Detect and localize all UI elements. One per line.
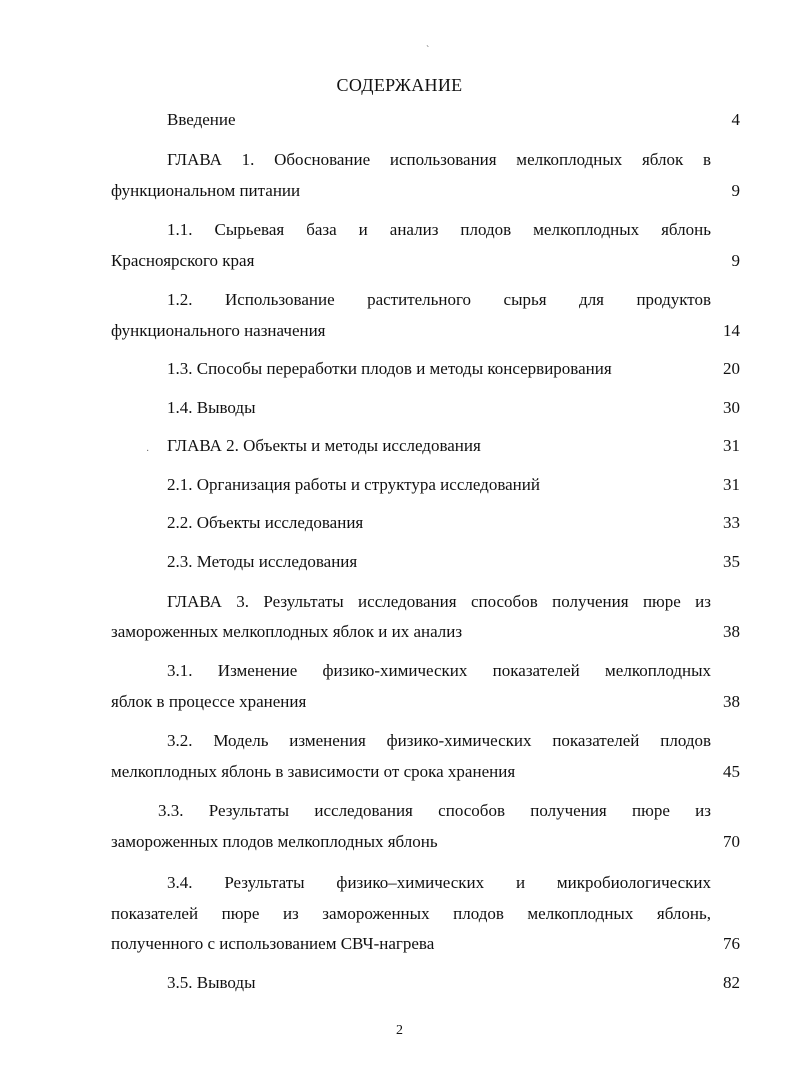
toc-entry-11-line-2: замороженных мелкоплодных яблок и их анализ: [111, 622, 463, 641]
toc-entry-10-line-1: 2.3. Методы исследования: [167, 552, 358, 571]
toc-entry-15-line-2: показателей пюре из замороженных плодов мелкоплодных яблонь,: [111, 904, 711, 923]
toc-entry-4-line-1: 1.2. Использование растительного сырья для продуктов: [167, 290, 711, 309]
toc-entry-1-line-1: Введение: [167, 110, 236, 129]
toc-entry-14-page: 70: [723, 832, 740, 851]
toc-entry-3-line-1: 1.1. Сырьевая база и анализ плодов мелкоплодных яблонь: [167, 220, 711, 239]
toc-entry-6-line-1: 1.4. Выводы: [167, 398, 256, 417]
toc-entry-4-page: 14: [723, 321, 740, 340]
toc-entry-6-page: 30: [723, 398, 740, 417]
toc-entry-7-page: 31: [723, 436, 740, 455]
toc-entry-5-line-1: 1.3. Способы переработки плодов и методы консервирования: [167, 359, 612, 378]
toc-entry-16-page: 82: [723, 973, 740, 992]
toc-entry-4-line-2: функционального назначения: [111, 321, 326, 340]
toc-entry-12-line-2: яблок в процессе хранения: [111, 692, 307, 711]
toc-entry-12-line-1: 3.1. Изменение физико-химических показателей мелкоплодных: [167, 661, 711, 680]
toc-entry-16-line-1: 3.5. Выводы: [167, 973, 256, 992]
toc-entry-15-page: 76: [723, 934, 740, 953]
toc-entry-11-page: 38: [723, 622, 740, 641]
toc-entry-8-page: 31: [723, 475, 740, 494]
toc-entry-9-line-1: 2.2. Объекты исследования: [167, 513, 364, 532]
toc-entry-13-page: 45: [723, 762, 740, 781]
page-number: 2: [396, 1023, 403, 1038]
toc-entry-15-line-1: 3.4. Результаты физико–химических и микробиологических: [167, 873, 711, 892]
toc-entry-14-line-1: 3.3. Результаты исследования способов получения пюре из: [158, 801, 711, 820]
toc-entry-12-page: 38: [723, 692, 740, 711]
toc-entry-15-line-3: полученного с использованием СВЧ-нагрева: [111, 934, 435, 953]
toc-entry-9-page: 33: [723, 513, 740, 532]
toc-entry-10-page: 35: [723, 552, 740, 571]
toc-entry-11-line-1: ГЛАВА 3. Результаты исследования способов получения пюре из: [167, 592, 711, 611]
toc-entry-3-page: 9: [731, 251, 740, 270]
toc-entry-1-page: 4: [731, 110, 740, 129]
toc-entry-13-line-1: 3.2. Модель изменения физико-химических показателей плодов: [167, 731, 711, 750]
toc-entry-3-line-2: Красноярского края: [111, 251, 255, 270]
scan-mark: `: [426, 45, 430, 56]
toc-entry-2-line-1: ГЛАВА 1. Обоснование использования мелкоплодных яблок в: [167, 150, 711, 169]
toc-entry-8-line-1: 2.1. Организация работы и структура исследований: [167, 475, 540, 494]
toc-entry-2-line-2: функциональном питании: [111, 181, 301, 200]
toc-entry-13-line-2: мелкоплодных яблонь в зависимости от срока хранения: [111, 762, 516, 781]
toc-entry-2-page: 9: [731, 181, 740, 200]
toc-entry-7-line-1: ГЛАВА 2. Объекты и методы исследования: [167, 436, 481, 455]
page-title: СОДЕРЖАНИЕ: [336, 75, 463, 95]
toc-entry-5-page: 20: [723, 359, 740, 378]
scan-dot: ·: [146, 446, 150, 457]
toc-entry-14-line-2: замороженных плодов мелкоплодных яблонь: [111, 832, 438, 851]
